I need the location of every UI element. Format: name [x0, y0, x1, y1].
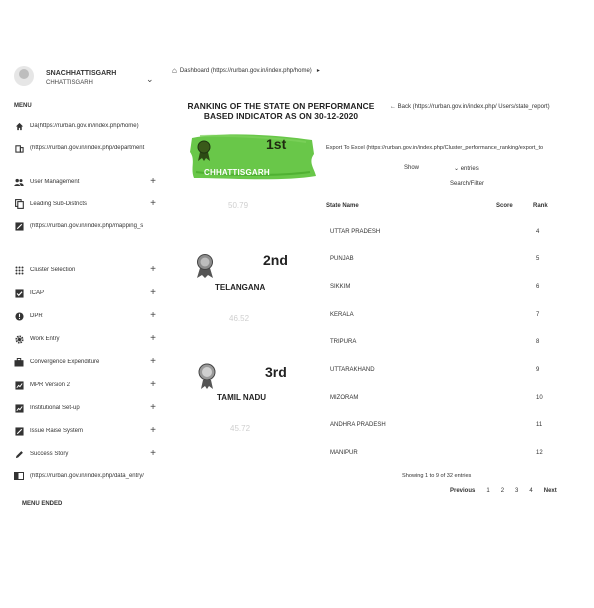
chart-icon	[14, 380, 24, 390]
sidebar-item-label: Cluster Selection	[30, 267, 76, 273]
rank-cell: 12	[536, 450, 543, 456]
sidebar-item-dpr[interactable]	[14, 309, 164, 323]
sidebar-item-mpr-version-2[interactable]	[14, 378, 164, 392]
table-row	[326, 312, 556, 326]
sidebar-item-icap[interactable]	[14, 286, 164, 300]
rank-cell: 8	[536, 339, 540, 345]
expand-icon[interactable]: +	[150, 448, 156, 459]
sidebar-item-institutional-setup[interactable]	[14, 401, 164, 415]
sidebar-item-convergence-expenditure[interactable]	[14, 355, 164, 369]
sidebar-item-label: Work Entry	[30, 336, 60, 342]
table-row	[326, 229, 556, 243]
pagination-previous[interactable]: Previous	[450, 488, 476, 494]
rank-3-score: 45.72	[230, 424, 251, 433]
rank-cell: 9	[536, 367, 540, 373]
rank-2-score: 46.52	[229, 314, 250, 323]
sidebar-item-success-story[interactable]	[14, 447, 164, 461]
expand-icon[interactable]: +	[150, 333, 156, 344]
info-icon	[14, 311, 24, 321]
pagination-page-3[interactable]: 3	[515, 488, 519, 494]
menu-ended-label: MENU ENDED	[22, 501, 63, 507]
state-cell: UTTAR PRADESH	[330, 229, 381, 235]
pagination	[450, 486, 568, 496]
rank-1-card	[190, 132, 316, 180]
state-cell: UTTARAKHAND	[330, 367, 375, 373]
table-row	[326, 284, 556, 298]
column-header-state[interactable]: State Name	[326, 203, 359, 209]
page-title-line-1: RANKING OF THE STATE ON PERFORMANCE	[187, 101, 375, 111]
sidebar-item-label: User Management	[30, 179, 80, 185]
state-cell: KERALA	[330, 312, 354, 318]
search-filter-input[interactable]: Search/Filter	[450, 181, 485, 187]
user-profile[interactable]	[12, 60, 167, 100]
sidebar-item-department[interactable]	[14, 141, 164, 155]
pagination-page-2[interactable]: 2	[500, 488, 505, 494]
rank-3-label: 3rd	[265, 364, 287, 380]
column-header-score[interactable]: Score	[496, 203, 513, 209]
sidebar-item-label: MPR Version 2	[30, 382, 71, 388]
table-row	[326, 367, 556, 381]
users-icon	[14, 177, 24, 187]
gear-icon	[14, 334, 24, 344]
user-name: SNACHHATTISGARH	[46, 70, 117, 77]
show-entries-label: Show	[404, 165, 420, 171]
copy-icon	[14, 199, 24, 209]
page-title	[182, 101, 380, 121]
breadcrumb-arrow-icon: ▸	[316, 68, 320, 74]
card-icon	[14, 471, 24, 481]
sidebar-item-label: Institutional Set-up	[30, 405, 80, 411]
sidebar-item-label: (https://rurban.gov.in/index.php/data_entry/	[30, 473, 144, 479]
expand-icon[interactable]: +	[150, 379, 156, 390]
rank-cell: 7	[536, 312, 540, 318]
expand-icon[interactable]: +	[150, 356, 156, 367]
sidebar-item-label: DPR	[30, 313, 43, 319]
rank-2-label: 2nd	[263, 252, 288, 268]
rank-cell: 5	[536, 256, 540, 262]
state-cell: ANDHRA PRADESH	[330, 422, 386, 428]
expand-icon[interactable]: +	[150, 425, 156, 436]
sidebar-item-cluster-selection[interactable]	[14, 263, 164, 277]
checkbox-icon	[14, 288, 24, 298]
back-link-label: Back (https://rurban.gov.in/index.php/ Users/state_report)	[397, 104, 550, 110]
menu-heading: MENU	[14, 103, 32, 109]
sidebar-item-label: Da(https://rurban.gov.in/index.php/home)	[30, 123, 139, 129]
table-row	[326, 256, 556, 270]
sidebar-item-label: (https://rurban.gov.in/index.php/mapping_s	[30, 223, 144, 229]
rank-cell: 11	[536, 422, 543, 428]
rank-2-state: TELANGANA	[215, 283, 266, 292]
chevron-down-icon[interactable]: ⌄	[146, 74, 154, 84]
pagination-next[interactable]: Next	[543, 488, 557, 494]
column-header-rank[interactable]: Rank	[533, 203, 548, 209]
sidebar-item-mapping[interactable]	[14, 219, 164, 233]
sidebar-item-work-entry[interactable]	[14, 332, 164, 346]
avatar	[14, 66, 34, 86]
sidebar-item-label: Leading Sub-Districts	[30, 201, 88, 207]
sidebar-item-dashboard[interactable]	[14, 119, 164, 133]
edit-icon	[14, 221, 24, 231]
chart-icon	[14, 403, 24, 413]
table-info: Showing 1 to 9 of 32 entries	[402, 473, 472, 479]
edit-icon	[14, 426, 24, 436]
expand-icon[interactable]: +	[150, 310, 156, 321]
export-to-excel-link[interactable]: Export To Excel (https://rurban.gov.in/index.php/Cluster_performance_ranking/export_to	[326, 145, 544, 151]
table-row	[326, 450, 556, 464]
state-cell: MIZORAM	[330, 395, 359, 401]
sidebar-item-label: Issue Raise System	[30, 428, 84, 434]
sidebar-item-leading-sub-districts[interactable]	[14, 197, 164, 211]
pagination-page-4[interactable]: 4	[529, 488, 533, 494]
breadcrumb[interactable]	[172, 66, 320, 75]
sidebar-item-label: Success Story	[30, 451, 69, 457]
rank-cell: 10	[536, 395, 543, 401]
silver-medal-icon	[194, 253, 216, 284]
rank-cell: 4	[536, 229, 540, 235]
home-icon: ⌂	[172, 66, 177, 75]
state-cell: PUNJAB	[330, 256, 354, 262]
home-icon	[14, 121, 24, 131]
briefcase-icon	[14, 357, 24, 367]
state-cell: TRIPURA	[330, 339, 357, 345]
page-title-line-2: BASED INDICATOR AS ON 30-12-2020	[203, 111, 359, 121]
back-arrow-icon: ←	[390, 104, 396, 110]
sidebar-item-user-management[interactable]	[14, 175, 164, 189]
pencil-icon	[14, 449, 24, 459]
sidebar	[0, 0, 172, 608]
state-cell: MANIPUR	[330, 450, 358, 456]
entries-label: entries	[460, 166, 479, 172]
sidebar-item-issue-raise-system[interactable]	[14, 424, 164, 438]
grid-icon	[14, 265, 24, 275]
table-row	[326, 339, 556, 353]
building-icon	[14, 143, 24, 153]
back-link[interactable]	[390, 104, 550, 110]
breadcrumb-dashboard-link[interactable]: Dashboard (https://rurban.gov.in/index.php/home)	[179, 67, 312, 74]
sidebar-item-data-entry[interactable]	[14, 469, 164, 483]
bronze-medal-icon	[196, 362, 218, 395]
chevron-down-icon: ⌄	[454, 166, 460, 172]
rank-1-score: 50.79	[228, 201, 249, 210]
expand-icon[interactable]: +	[150, 198, 156, 209]
table-row	[326, 395, 556, 409]
sidebar-item-label: (https://rurban.gov.in/index.php/department	[30, 145, 145, 151]
expand-icon[interactable]: +	[150, 402, 156, 413]
user-role: CHHATTISGARH	[46, 80, 93, 86]
sidebar-item-label: ICAP	[30, 290, 45, 296]
rank-1-state: CHHATTISGARH	[204, 168, 270, 177]
expand-icon[interactable]: +	[150, 176, 156, 187]
gold-medal-icon	[196, 140, 212, 167]
expand-icon[interactable]: +	[150, 264, 156, 275]
rank-3-state: TAMIL NADU	[217, 393, 267, 402]
sidebar-item-label: Convergence Expenditure	[30, 359, 100, 365]
entries-select[interactable]	[454, 165, 479, 172]
rank-cell: 6	[536, 284, 540, 290]
pagination-page-1[interactable]: 1	[486, 488, 490, 494]
state-cell: SIKKIM	[330, 284, 351, 290]
expand-icon[interactable]: +	[150, 287, 156, 298]
table-row	[326, 422, 556, 436]
rank-1-label: 1st	[266, 136, 287, 152]
